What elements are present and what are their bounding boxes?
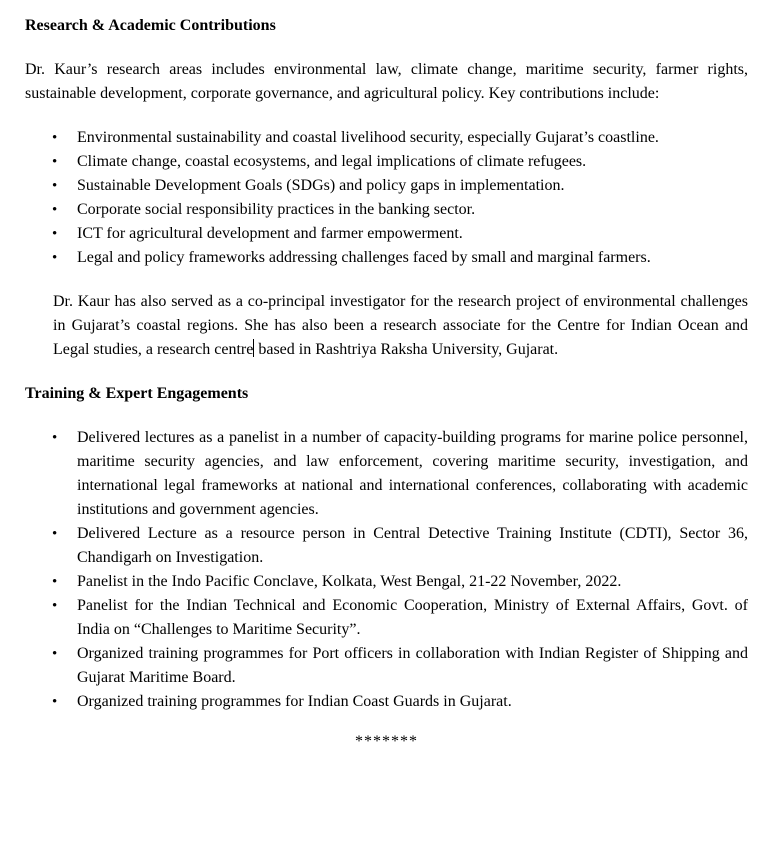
list-item[interactable] [25, 690, 748, 714]
list-item-text: Climate change, coastal ecosystems, and legal implications of climate refugees. [77, 153, 587, 170]
list-item-text: Organized training programmes for Port officers in collaboration with Indian Register of Shipping and Gujarat Maritime Board. [77, 645, 748, 686]
bullet-icon: • [52, 526, 58, 542]
closing-text-after-cursor: based in Rashtriya Raksha University, Gujarat. [254, 341, 559, 358]
list-item-text: Environmental sustainability and coastal livelihood security, especially Gujarat’s coastline. [77, 129, 659, 146]
list-item[interactable] [25, 174, 748, 198]
research-bullet-list [25, 126, 748, 270]
list-item[interactable] [25, 126, 748, 150]
list-item-text: Panelist in the Indo Pacific Conclave, Kolkata, West Bengal, 21-22 November, 2022. [77, 573, 622, 590]
list-item-text: Delivered Lecture as a resource person in Central Detective Training Institute (CDTI), Sector 36, Chandigarh on Investigation. [77, 525, 748, 566]
bullet-icon: • [52, 178, 58, 194]
bullet-icon: • [52, 646, 58, 662]
list-item-text: Corporate social responsibility practices in the banking sector. [77, 201, 476, 218]
list-item-text: Legal and policy frameworks addressing challenges faced by small and marginal farmers. [77, 249, 651, 266]
list-item-text: Panelist for the Indian Technical and Economic Cooperation, Ministry of External Affairs, Govt. of India on “Challenges to Maritime Security”. [77, 597, 748, 638]
bullet-icon: • [52, 130, 58, 146]
bullet-icon: • [52, 226, 58, 242]
list-item-text: Delivered lectures as a panelist in a number of capacity-building programs for marine police personnel, maritime security agencies, and law enforcement, covering maritime security, investigation, and international legal frameworks at national and international conferences, collaborating with academic institutions and government agencies. [77, 429, 748, 518]
section-heading-research[interactable]: Research & Academic Contributions [25, 17, 276, 34]
list-item[interactable] [25, 198, 748, 222]
list-item[interactable] [25, 570, 748, 594]
bullet-icon: • [52, 154, 58, 170]
end-of-document-marker: ******* [355, 733, 418, 750]
list-item[interactable] [25, 426, 748, 522]
list-item[interactable] [25, 222, 748, 246]
list-item[interactable] [25, 246, 748, 270]
research-closing-paragraph[interactable] [53, 290, 748, 362]
list-item[interactable] [25, 642, 748, 690]
list-item-text: Sustainable Development Goals (SDGs) and policy gaps in implementation. [77, 177, 565, 194]
bullet-icon: • [52, 574, 58, 590]
bullet-icon: • [52, 430, 58, 446]
list-item-text: Organized training programmes for Indian Coast Guards in Gujarat. [77, 693, 512, 710]
research-intro-paragraph[interactable]: Dr. Kaur’s research areas includes environmental law, climate change, maritime security, farmer rights, sustainable development, corporate governance, and agricultural policy. Key contributions include: [25, 61, 748, 102]
closing-text-before-cursor: Dr. Kaur has also served as a co-principal investigator for the research project of environmental challenges in Gujarat’s coastal regions. She has also been a research associate for the Centre for Indian Ocean and Legal studies, a research centre [53, 293, 748, 358]
list-item-text: ICT for agricultural development and farmer empowerment. [77, 225, 463, 242]
bullet-icon: • [52, 202, 58, 218]
list-item[interactable] [25, 594, 748, 642]
bullet-icon: • [52, 250, 58, 266]
list-item[interactable] [25, 522, 748, 570]
bullet-icon: • [52, 598, 58, 614]
training-bullet-list [25, 426, 748, 714]
bullet-icon: • [52, 694, 58, 710]
list-item[interactable] [25, 150, 748, 174]
section-heading-training[interactable]: Training & Expert Engagements [25, 385, 249, 402]
